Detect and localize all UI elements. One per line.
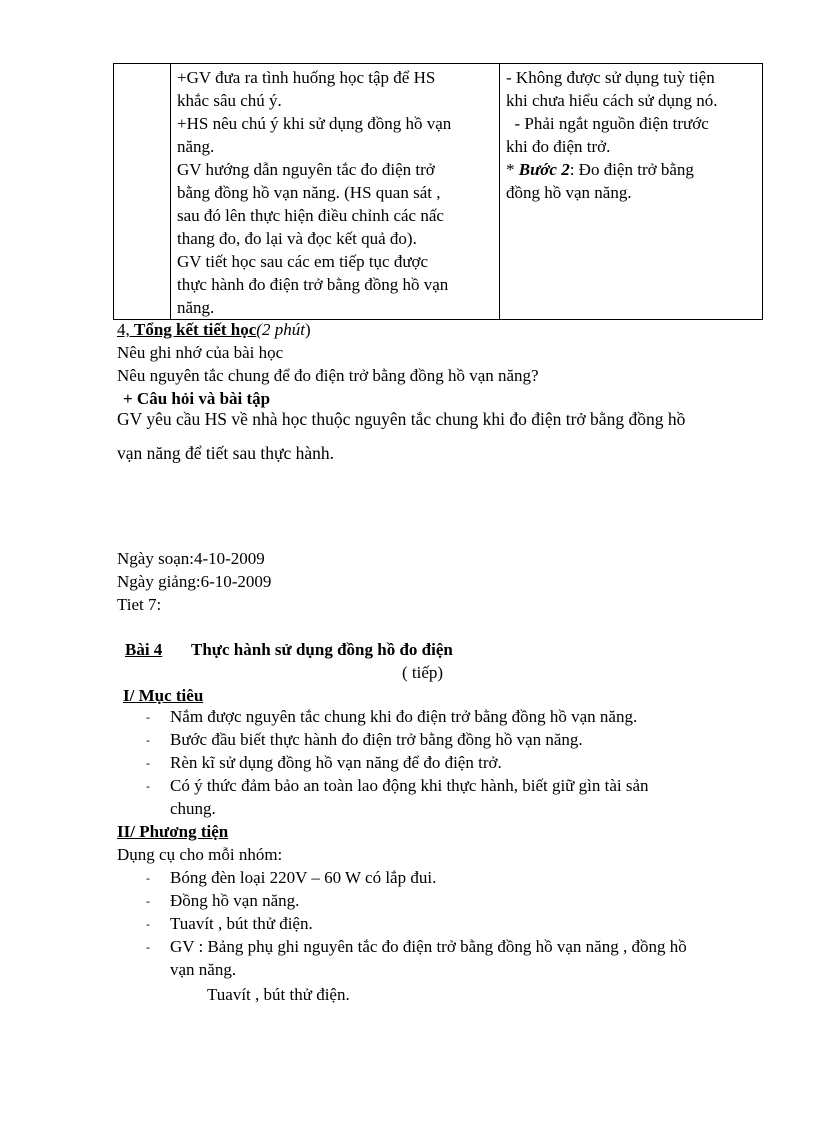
table-cell-content [500, 64, 763, 320]
activity-line: +GV đưa ra tình huống học tập để HS [177, 68, 436, 87]
summary-heading-time: (2 phút [256, 320, 305, 339]
activity-line: bằng đồng hồ vạn năng. (HS quan sát , [177, 183, 441, 202]
table-row [114, 64, 763, 320]
bullet-icon: - [146, 710, 150, 724]
step-line [506, 158, 762, 181]
activity-line: sau đó lên thực hiện điều chỉnh các nấc [177, 206, 444, 225]
objective-item: Nắm được nguyên tắc chung khi đo điện trở bằng đồng hồ vạn năng. [170, 707, 638, 726]
means-extra: Tuavít , bút thử điện. [207, 985, 350, 1004]
summary-heading [117, 318, 311, 341]
table-cell-empty [114, 64, 171, 320]
step-line-2: đồng hồ vạn năng. [506, 183, 632, 202]
bullet-icon: - [146, 940, 150, 954]
objective-item: Bước đầu biết thực hành đo điện trở bằng đồng hồ vạn năng. [170, 730, 583, 749]
means-item-cont: vạn năng. [170, 960, 237, 979]
step-text: : Đo điện trở bằng [569, 160, 694, 179]
lesson-number: Bài 4 [125, 640, 163, 659]
means-item: Tuavít , bút thử điện. [170, 914, 313, 933]
means-item: Đồng hồ vạn năng. [170, 891, 300, 910]
activity-line: thực hành đo điện trở bằng đồng hồ vạn [177, 275, 449, 294]
summary-heading-text: Tổng kết tiết học [134, 320, 257, 339]
lesson-number-label: Tiet 7: [117, 595, 162, 614]
bullet-icon: - [146, 779, 150, 793]
summary-line-1: Nêu ghi nhớ của bài học [117, 343, 284, 362]
activity-line: GV tiết học sau các em tiếp tục được [177, 252, 429, 271]
means-heading: II/ Phương tiện [117, 822, 229, 841]
content-line: khi chưa hiểu cách sử dụng nó. [506, 91, 718, 110]
objective-item-cont: chung. [170, 799, 216, 818]
bullet-icon: - [146, 871, 150, 885]
homework-line-1: GV yêu cầu HS về nhà học thuộc nguyên tắc chung khi đo điện trở bằng đồng hồ [117, 409, 686, 429]
date-prepared: Ngày soạn:4-10-2009 [117, 549, 265, 568]
date-taught: Ngày giảng:6-10-2009 [117, 572, 272, 591]
summary-heading-num: 4, [117, 320, 134, 339]
content-line: khi đo điện trở. [506, 137, 611, 156]
bullet-icon: - [146, 894, 150, 908]
table-cell-activities [171, 64, 500, 320]
summary-heading-close: ) [304, 320, 311, 339]
activity-line: +HS nêu chú ý khi sử dụng đồng hồ vạn [177, 114, 452, 133]
lesson-subtitle: ( tiếp) [402, 663, 444, 682]
homework-line-2: vạn năng để tiết sau thực hành. [117, 443, 334, 463]
content-line: - Phải ngắt nguồn điện trước [506, 114, 709, 133]
activity-line: năng. [177, 298, 215, 317]
content-line: - Không được sử dụng tuỳ tiện [506, 68, 715, 87]
activity-line: khắc sâu chú ý. [177, 91, 282, 110]
summary-line-2: Nêu nguyên tắc chung để đo điện trở bằng đồng hồ vạn năng? [117, 366, 539, 385]
step-prefix: * [506, 160, 519, 179]
bullet-icon: - [146, 917, 150, 931]
means-item: Bóng đèn loại 220V – 60 W có lắp đui. [170, 868, 437, 887]
activity-line: năng. [177, 137, 215, 156]
activity-line: thang đo, đo lại và đọc kết quả đo). [177, 229, 417, 248]
lesson-title: Thực hành sử dụng đồng hồ đo điện [191, 640, 453, 659]
means-intro: Dụng cụ cho mỗi nhóm: [117, 845, 283, 864]
objective-item: Rèn kĩ sử dụng đồng hồ vạn năng để đo điện trở. [170, 753, 502, 772]
bullet-icon: - [146, 733, 150, 747]
bullet-icon: - [146, 756, 150, 770]
objective-item: Có ý thức đảm bảo an toàn lao động khi thực hành, biết giữ gìn tài sản [170, 776, 649, 795]
questions-heading: + Câu hỏi và bài tập [123, 389, 271, 408]
step-label: Bước 2 [518, 160, 570, 179]
means-item: GV : Bảng phụ ghi nguyên tắc đo điện trở bằng đồng hồ vạn năng , đồng hồ [170, 937, 687, 956]
lesson-table [113, 63, 763, 320]
activity-line: GV hướng dẫn nguyên tắc đo điện trở [177, 160, 435, 179]
objectives-heading: I/ Mục tiêu [123, 686, 204, 705]
